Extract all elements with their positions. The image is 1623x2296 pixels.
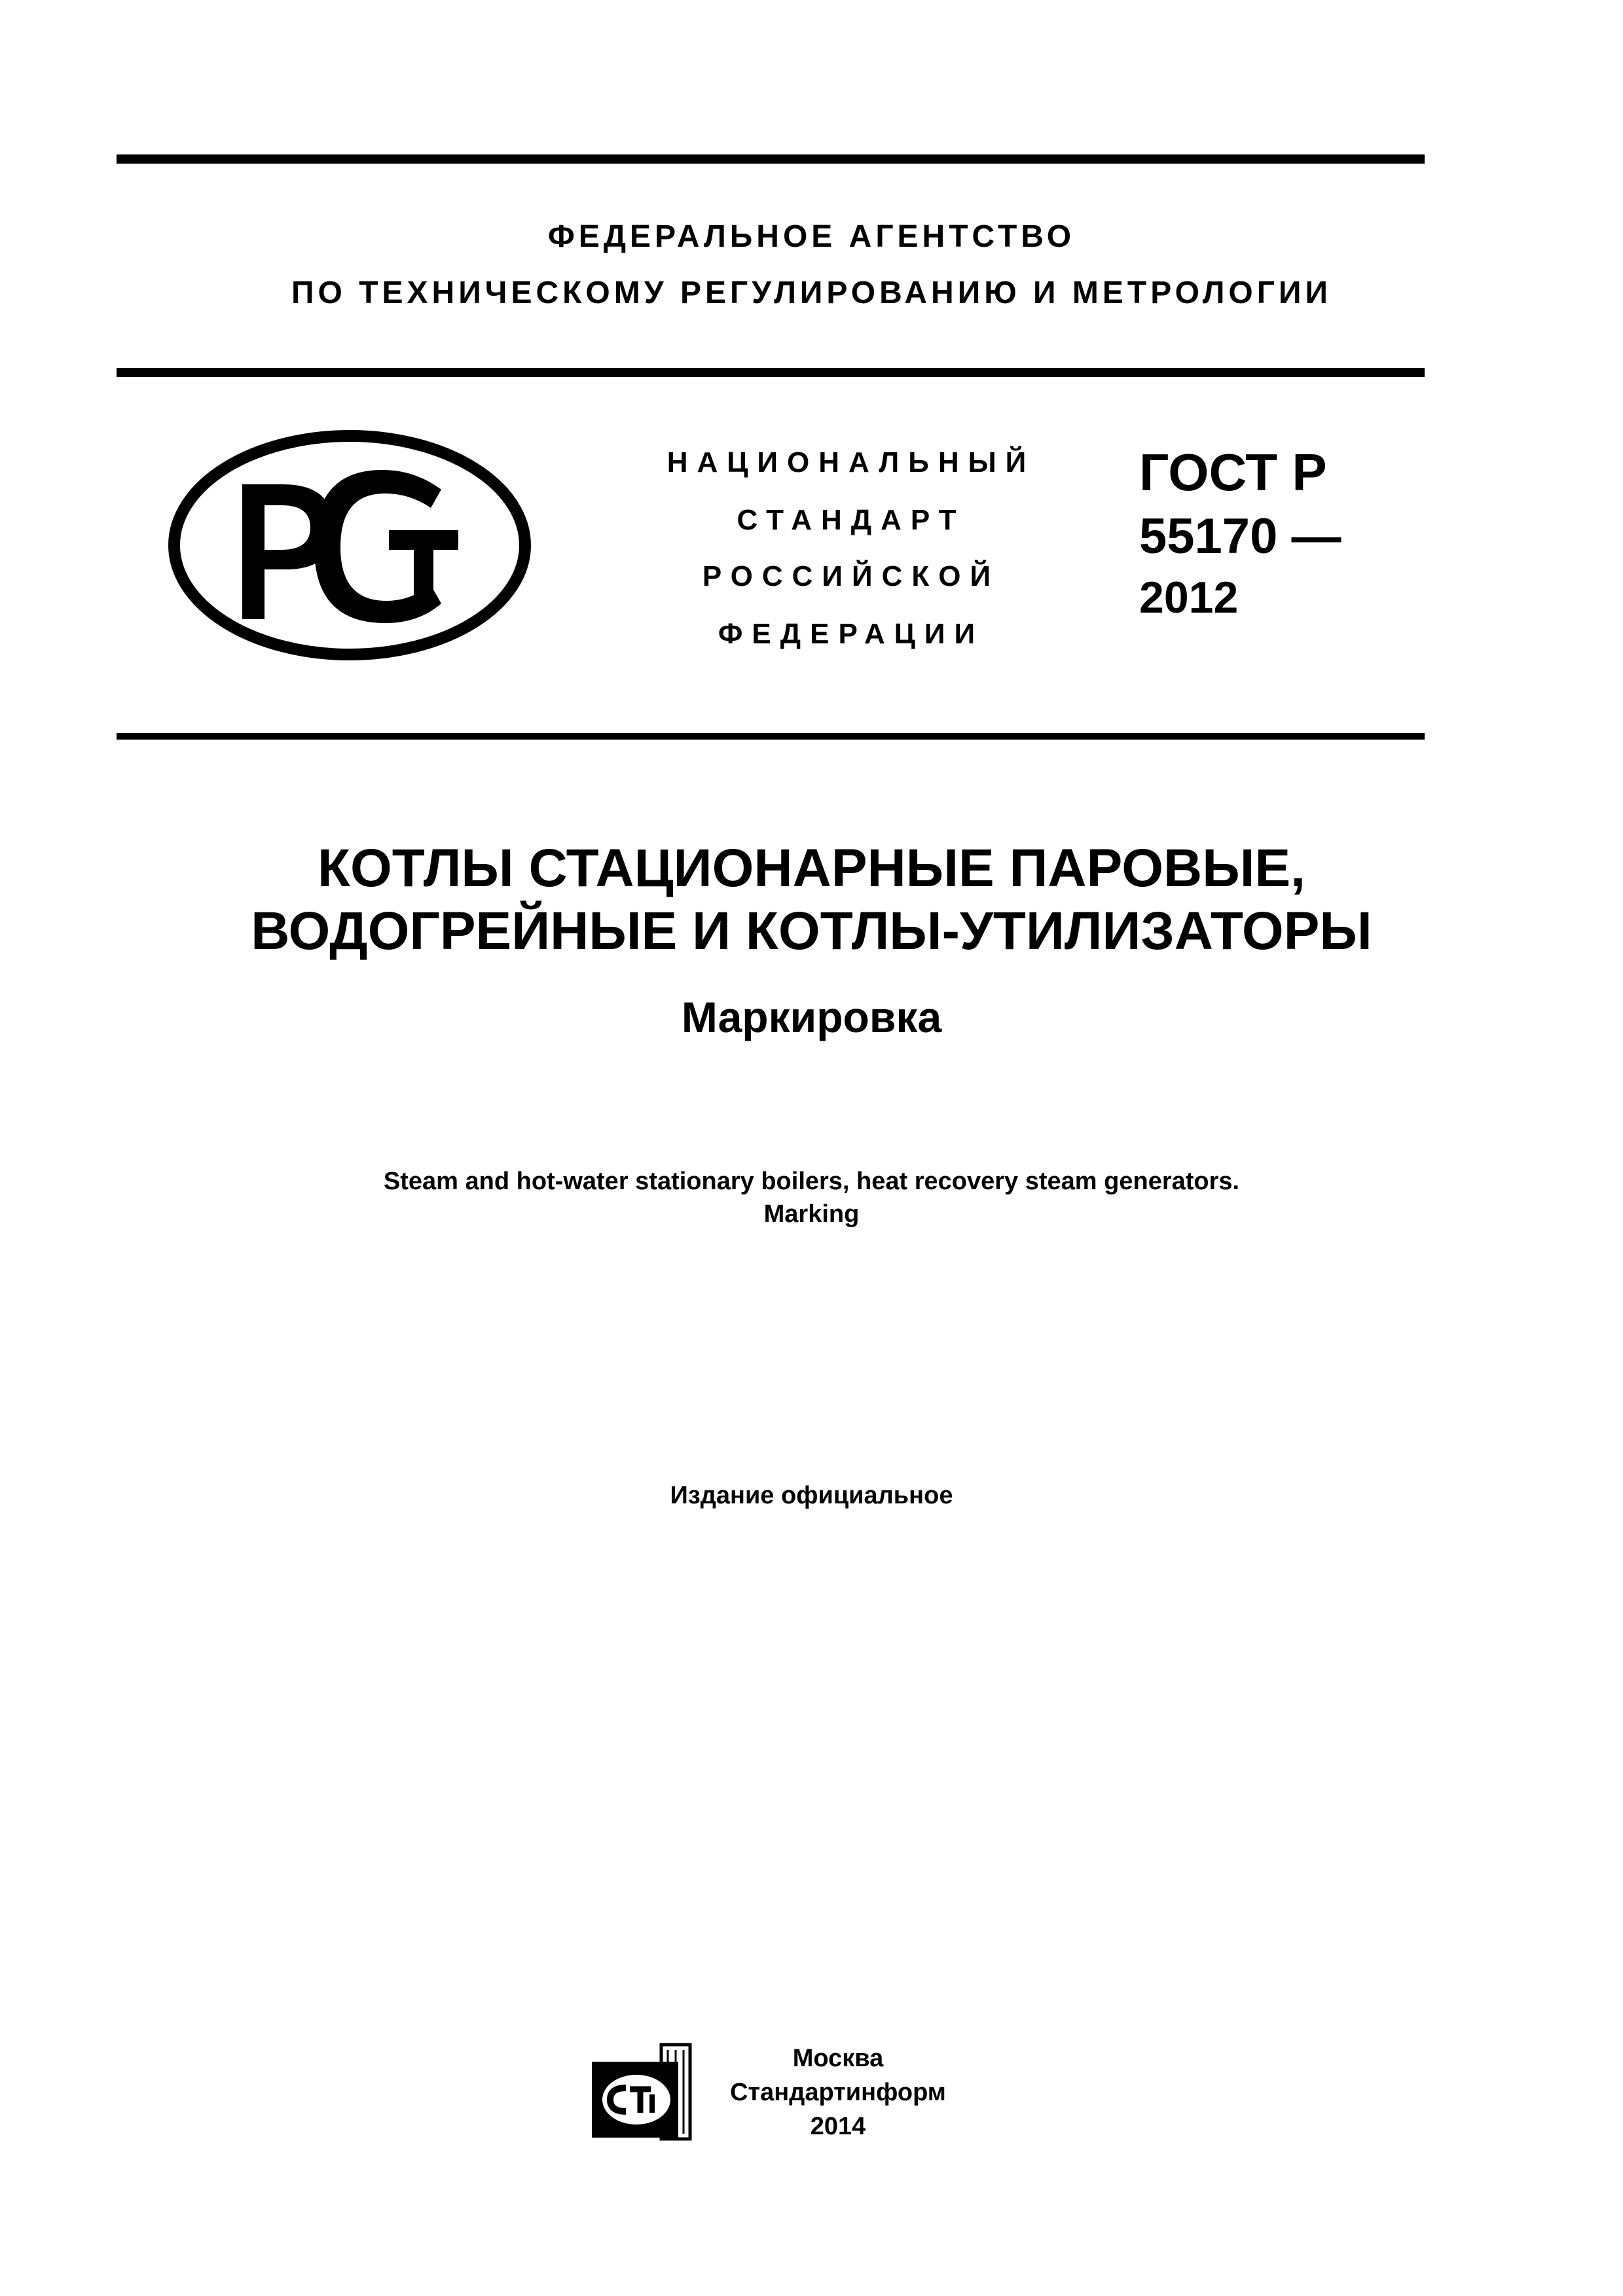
- publisher-name: Стандартинформ: [730, 2079, 946, 2106]
- gost-number: 55170 —: [1139, 509, 1341, 564]
- agency-line-1: ФЕДЕРАЛЬНОЕ АГЕНТСТВО: [547, 219, 1076, 254]
- edition-note: Издание официальное: [670, 1482, 953, 1509]
- national-standard-line-2: СТАНДАРТ: [737, 504, 966, 536]
- english-title-line-2: Marking: [763, 1200, 860, 1228]
- publisher-city: Москва: [792, 2045, 884, 2072]
- agency-line-2: ПО ТЕХНИЧЕСКОМУ РЕГУЛИРОВАНИЮ И МЕТРОЛОГИИ: [291, 276, 1332, 310]
- national-standard-line-3: РОССИЙСКОЙ: [702, 560, 1000, 592]
- agency-rule: [117, 368, 1425, 377]
- document-title-line-1: КОТЛЫ СТАЦИОНАРНЫЕ ПАРОВЫЕ,: [317, 838, 1306, 898]
- document-subtitle: Маркировка: [681, 993, 942, 1041]
- national-standard-line-4: ФЕДЕРАЦИИ: [718, 618, 985, 650]
- publisher-year: 2014: [810, 2113, 866, 2140]
- gost-year: 2012: [1139, 573, 1239, 622]
- rst-logo-icon: [166, 429, 533, 661]
- top-rule: [117, 154, 1425, 164]
- header-rule: [117, 733, 1425, 740]
- document-title-line-2: ВОДОГРЕЙНЫЕ И КОТЛЫ-УТИЛИЗАТОРЫ: [251, 901, 1372, 961]
- standartinform-logo-icon: [588, 2042, 697, 2142]
- gost-designation: ГОСТ Р: [1139, 443, 1327, 501]
- national-standard-line-1: НАЦИОНАЛЬНЫЙ: [666, 446, 1036, 478]
- english-title-line-1: Steam and hot-water stationary boilers, heat recovery steam generators.: [383, 1168, 1240, 1195]
